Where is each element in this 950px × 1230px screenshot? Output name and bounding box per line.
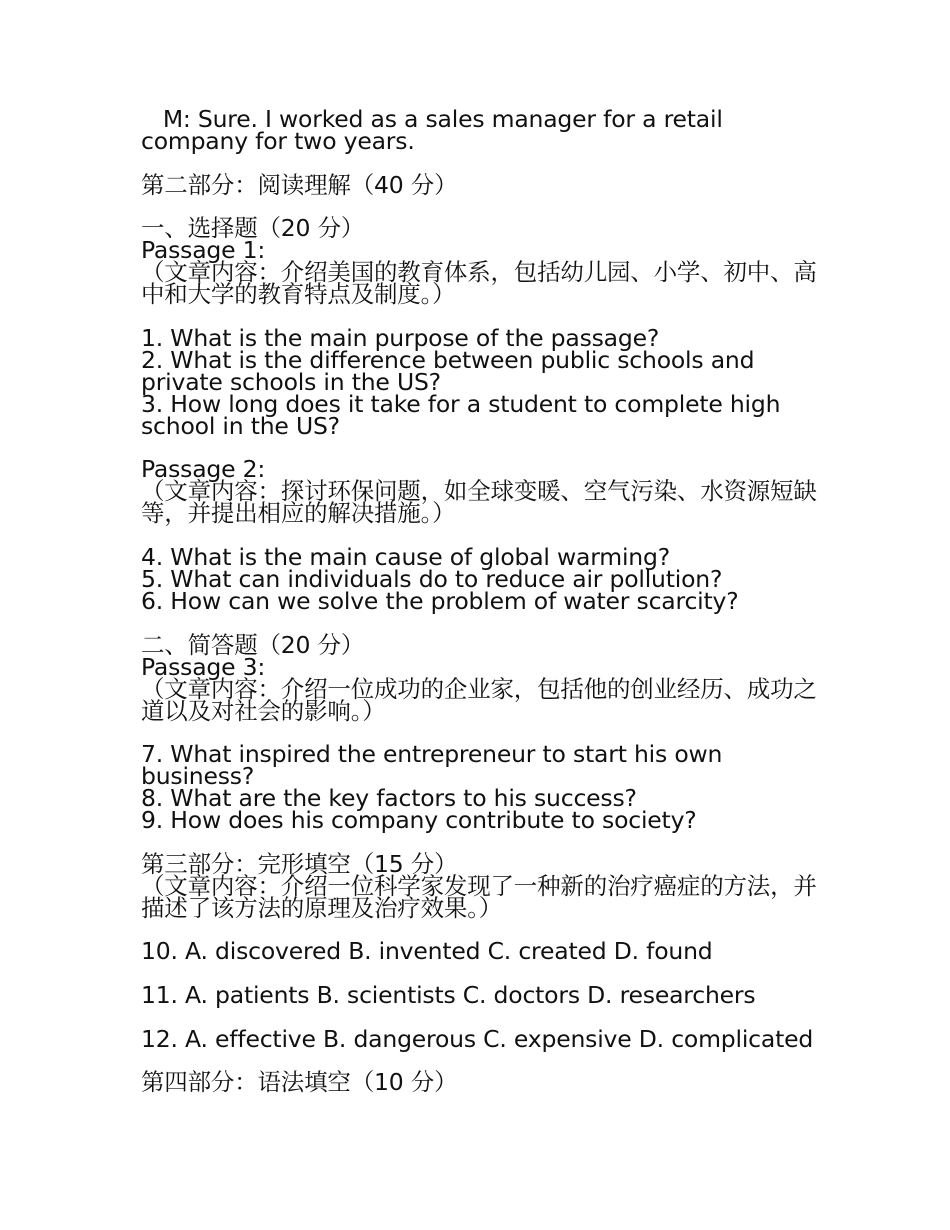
question: 8. What are the key factors to his success?: [141, 784, 637, 813]
question: 7. What inspired the entrepreneur to start his own business?: [141, 740, 730, 791]
question: 6. How can we solve the problem of water scarcity?: [141, 586, 739, 615]
subsection-heading: 二、简答题（20 分）: [141, 630, 365, 659]
question: 3. How long does it take for a student to complete high school in the US?: [141, 389, 788, 440]
section-heading: 第四部分：语法填空（10 分）: [141, 1068, 458, 1097]
passage-label: Passage 3:: [141, 652, 266, 681]
section-heading: 第三部分：完形填空（15 分）: [141, 849, 458, 878]
passage-summary: （文章内容：介绍一位科学家发现了一种新的治疗癌症的方法，并描述了该方法的原理及治疗效果。）: [141, 871, 817, 922]
passage-summary: （文章内容：介绍美国的教育体系，包括幼儿园、小学、初中、高中和大学的教育特点及制度。）: [141, 258, 817, 309]
question: 4. What is the main cause of global warming?: [141, 542, 670, 571]
cloze-question: 11. A. patients B. scientists C. doctors D. researchers: [141, 980, 756, 1009]
section-heading: 第二部分：阅读理解（40 分）: [141, 170, 458, 199]
question: 1. What is the main purpose of the passage?: [141, 323, 660, 352]
question: 5. What can individuals do to reduce air pollution?: [141, 564, 723, 593]
question: 9. How does his company contribute to society?: [141, 806, 697, 835]
passage-summary: （文章内容：介绍一位成功的企业家，包括他的创业经历、成功之道以及对社会的影响。）: [141, 674, 817, 725]
subsection-heading: 一、选择题（20 分）: [141, 214, 365, 243]
question: 2. What is the difference between public schools and private schools in the US?: [141, 345, 762, 396]
passage-summary: （文章内容：探讨环保问题，如全球变暖、空气污染、水资源短缺等，并提出相应的解决措施。）: [141, 477, 817, 528]
cloze-question: 10. A. discovered B. invented C. created D. found: [141, 937, 713, 966]
document-page: [141, 105, 821, 1097]
cloze-question: 12. A. effective B. dangerous C. expensive D. complicated: [141, 1024, 814, 1053]
passage-label: Passage 1:: [141, 236, 266, 265]
passage-label: Passage 2:: [141, 455, 266, 484]
dialogue-line: M: Sure. I worked as a sales manager for a retail company for two years.: [141, 105, 730, 155]
